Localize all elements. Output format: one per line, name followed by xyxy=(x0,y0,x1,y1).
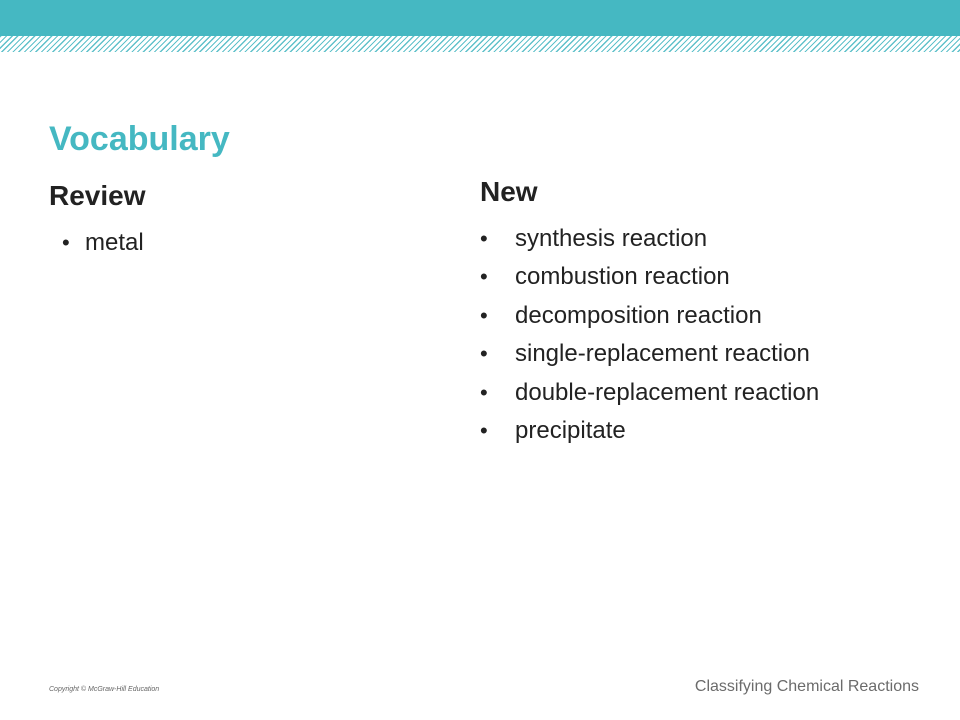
header-hatch-stripe xyxy=(0,36,960,52)
bullet-icon: • xyxy=(480,226,488,251)
new-term-item xyxy=(480,416,819,454)
new-term-label: precipitate xyxy=(515,416,626,444)
copyright-notice: Copyright © McGraw-Hill Education xyxy=(49,686,160,693)
new-term-item xyxy=(480,339,819,377)
bullet-icon: • xyxy=(480,341,488,367)
new-term-label: synthesis reaction xyxy=(515,225,708,252)
review-term-item xyxy=(62,228,144,266)
header-band xyxy=(0,0,960,36)
new-term-label: single-replacement reaction xyxy=(515,340,810,368)
new-term-label: decomposition reaction xyxy=(515,301,762,329)
bullet-icon: • xyxy=(480,379,488,405)
bullet-icon: • xyxy=(480,302,488,328)
review-term-list xyxy=(62,228,144,266)
bullet-icon: • xyxy=(480,264,488,290)
new-term-item xyxy=(480,301,819,339)
new-term-label: combustion reaction xyxy=(515,263,730,291)
footer-chapter-title: Classifying Chemical Reactions xyxy=(694,678,919,695)
slide-title: Vocabulary xyxy=(49,120,230,158)
bullet-icon: • xyxy=(62,230,70,255)
new-term-item xyxy=(480,224,819,262)
bullet-icon: • xyxy=(480,417,488,443)
review-heading: Review xyxy=(49,180,146,211)
review-term-label: metal xyxy=(85,229,144,256)
new-term-list xyxy=(480,224,819,454)
new-heading: New xyxy=(480,176,538,207)
new-term-item xyxy=(480,262,819,300)
new-term-item xyxy=(480,378,819,416)
new-term-label: double-replacement reaction xyxy=(515,378,820,406)
